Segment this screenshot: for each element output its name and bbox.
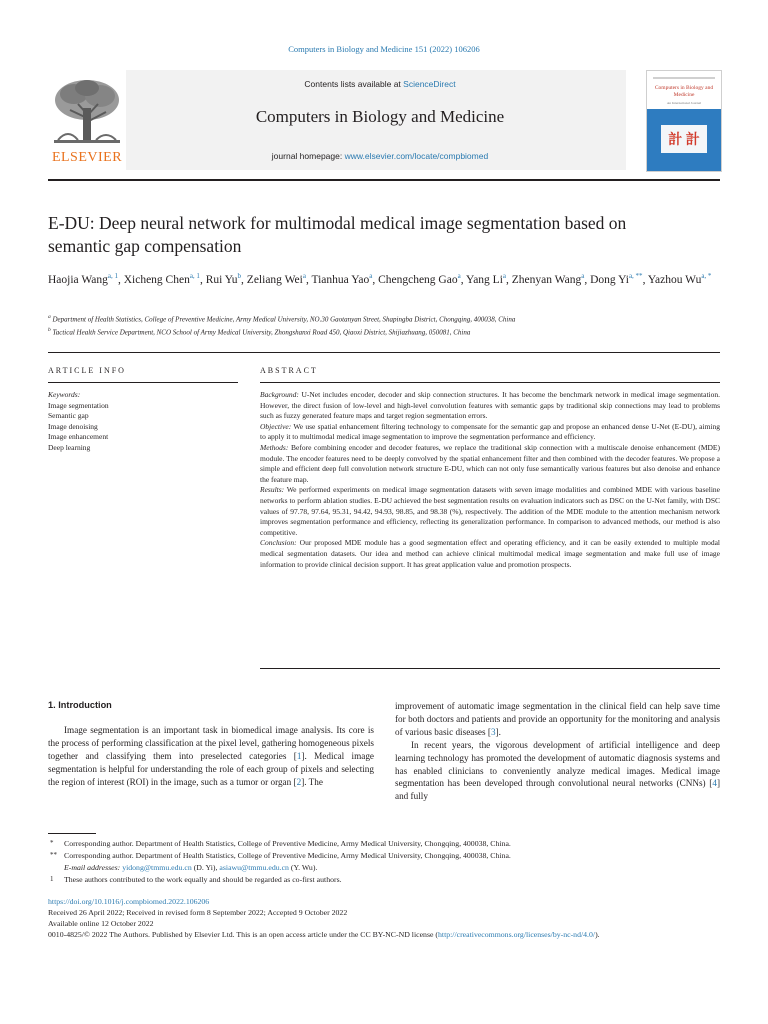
author-name[interactable]: Haojia Wang [48,273,108,286]
paragraph-text: improvement of automatic image segmentation in the clinical field can help save time for both doctors and patients and provide an opportunity for the monitoring and analysis of various basic diseases [ [395,701,720,737]
body-column-right [395,700,720,803]
homepage-link[interactable]: www.elsevier.com/locate/compbiomed [344,151,489,161]
license-statement [48,929,720,940]
abstract-section-label: Methods: [260,442,289,452]
affiliation [48,325,720,338]
keyword: Semantic gap [48,411,89,421]
article-title: E-DU: Deep neural network for multimodal medical image segmentation based on semantic gap compensation [48,213,627,256]
author-name[interactable]: Tianhua Yao [311,273,370,286]
abstract-section [260,485,720,538]
article-info-rule [48,382,238,383]
header-rule [48,179,720,181]
body-column-left [48,724,374,789]
email-link[interactable]: yidong@tmmu.edu.cn [122,863,192,872]
info-divider [48,352,720,353]
citation-ref-link[interactable]: 4 [712,778,717,789]
citation-ref-link[interactable]: 2 [296,776,302,787]
license-link[interactable]: http://creativecommons.org/licenses/by-nc-nd/4.0/ [438,930,596,939]
author[interactable] [311,274,372,286]
abstract-section-label: Objective: [260,421,292,431]
available-online: Available online 12 October 2022 [48,919,154,928]
email-owner: (D. Yi), [191,863,220,872]
email-owner: (Y. Wu). [288,863,318,872]
cover-subtitle: An International Journal [666,101,702,105]
author[interactable] [48,274,118,286]
affiliation-mark: a [48,314,51,320]
intro-paragraph-2 [395,739,720,804]
paragraph-text: ]. Medical image segmentation is helpful for understanding the role of each group of pixels and selecting the region of interest (ROI) in the image, such as a tumor or organ [ [48,750,374,787]
license-suffix: ). [595,930,600,939]
paragraph-text: In recent years, the vigorous development of artificial intelligence and deep learning technology has promoted the development of automatic diagnosis systems and has enabled clinicians to conveniently analyze medical images. Medical image segmentation has been developed through convolutional neural networks (CNNs) [ [395,739,720,789]
abstract-section-label: Background: [260,390,299,399]
abstract-text [260,390,720,570]
footnote [48,874,720,886]
abstract-rule [260,382,720,383]
keyword: Image enhancement [48,432,109,442]
affiliation-text: Department of Health Statistics, College of Preventive Medicine, Army Medical University, NO.30 Gaotanyan Street, Shapingba District, Chongqing, 400038, China [52,315,516,324]
author-affiliation-mark[interactable]: a [581,272,585,280]
article-info-heading: ARTICLE INFO [48,366,126,375]
author-name[interactable]: Yang Li [466,273,503,286]
citation-ref-link[interactable]: 1 [296,750,302,761]
elsevier-logo[interactable] [48,70,126,170]
author[interactable] [466,274,506,286]
received-dates: Received 26 April 2022; Received in revised form 8 September 2022; Accepted 9 October 2022 [48,908,348,917]
author-affiliation-mark[interactable]: a, ** [628,272,643,280]
introduction-heading: 1. Introduction [48,700,112,710]
license-prefix: 0010-4825/© 2022 The Authors. Published by Elsevier Ltd. This is an open access article under the CC BY-NC-ND license ( [48,930,438,939]
footnote-rule [48,833,96,834]
author-name[interactable]: Dong Yi [590,273,629,286]
keyword: Image segmentation [48,400,109,410]
affiliation-text: Tactical Health Service Department, NCO School of Army Medical University, Zhongshanxi Road 450, Qiaoxi District, Shijiazhuang, 050081, China [52,328,471,337]
contents-availability [160,79,600,89]
affiliation-mark: b [48,327,51,334]
affiliation [48,312,720,325]
keyword-list [48,401,238,454]
journal-homepage [160,151,600,161]
abstract-section [260,443,720,485]
citation-ref-link[interactable]: 3 [490,726,496,737]
abstract-section-label: Conclusion: [260,538,297,548]
abstract-section [260,538,720,570]
footnote [48,862,720,874]
email-link[interactable]: asiawu@tmmu.edu.cn [219,863,289,872]
footnote-mark: 1 [50,875,54,883]
author-name[interactable]: Yazhou Wu [647,273,702,286]
keyword: Deep learning [48,442,91,452]
doi-link[interactable]: https://doi.org/10.1016/j.compbiomed.2022.106206 [48,897,210,906]
footnote-text: Corresponding author. Department of Health Statistics, College of Preventive Medicine, Army Medical University, Chongqing, 400038, China. [64,851,511,860]
author-affiliation-mark[interactable]: a [457,272,461,280]
abstract-section-text: We performed experiments on medical image segmentation datasets with seven image modalities and combined MDE with various baseline networks to perform ablation studies. E-DU achieved the best segmentation results on evaluation indicators such as DSC on the U-Net family, with DSC values of 97.78, 97.64, 95.31, 94.42, 94.93, 98.85, and 98.38 (%), respectively. The addition of the MDE module to the attention mechanism network improves segmentation performance and efficiency, reflecting its generalization performance. In comparison to advanced methods, our method is also competitive. [260,485,720,537]
email-label: E-mail addresses: [64,863,121,872]
abstract-heading: ABSTRACT [260,366,318,375]
abstract-section [260,390,720,422]
cover-image-area [647,109,721,171]
author[interactable] [247,274,306,286]
abstract-section-label: Results: [260,485,285,495]
homepage-prefix: journal homepage: [271,151,345,161]
keywords-label: Keywords: [48,390,81,399]
keyword: Image denoising [48,421,98,431]
paragraph-text: ]. [495,726,501,737]
intro-paragraph-1-cont [395,700,720,739]
abstract-section [260,422,720,443]
abstract-section-text: U-Net includes encoder, decoder and skip connection structures. It has become the benchmark network in medical image segmentation. However, the direct fusion of low-level and high-level convolution features with semantic gaps by traditional skip connections may lead to problems such as fuzzy generated feature maps and target region segmentation errors. [260,390,720,421]
paragraph-text: ]. The [301,776,323,787]
author[interactable] [206,274,241,286]
author-affiliation-mark[interactable]: a [302,272,306,280]
footnote-mark: * [50,839,54,847]
author-affiliation-mark[interactable]: a, 1 [189,272,200,280]
journal-name: Computers in Biology and Medicine [255,107,505,126]
abstract-section-text: Our proposed MDE module has a good segmentation effect and operating efficiency, and it can be easily extended to multiple modal medical segmentation datasets. Our idea and method can achieve clinical multimodal medical image segmentation and make full use of image information to provide clinical decision support. It has great application value and promotion prospects. [260,538,720,569]
cover-logo-icon: 計 計 [668,133,700,148]
author-affiliation-mark[interactable]: a [502,272,507,280]
author-affiliation-mark[interactable]: b [237,272,242,280]
cover-top-rule [653,77,715,79]
footnote [48,850,720,862]
abstract-section-text: We use spatial enhancement filtering technology to compensate for the semantic gap and propose an enhanced dense U-Net (E-DU), aiming to apply it to multimodal medical image segmentation to improve the segmentation performance and efficiency. [260,421,720,442]
author-name[interactable]: Xicheng Chen [123,273,190,286]
author-list: Haojia Wang$^{a, 1}$, Xicheng Chen$^{a, 1}$, Rui Yu$^b$, Zeliang Wei$^a$, Tianhua Yao$^a$, Chengcheng Gao$^a$, Yang Li$^a$, Zhenyan Wang$^a$, Dong Yi$^{a, **}$, Yazhou Wu$^{a, *}$ [48,272,712,286]
author-name[interactable]: Rui Yu [205,273,238,286]
author-name[interactable]: Zhenyan Wang [511,273,582,286]
contents-prefix: Contents lists available at [304,79,404,89]
intro-paragraph-1 [48,724,374,789]
author[interactable] [590,274,642,286]
author[interactable] [124,274,200,286]
author-name[interactable]: Chengcheng Gao [378,273,458,286]
abstract-section-text: Before combining encoder and decoder features, we replace the traditional skip connection with a multiscale denoise enhancement (MDE) module. The encoder features need to be deeply convolved by the spatial enhancement filter and then combined with the decoder features. We propose a simple and efficient deep full convolution network structure E-DU, which can not only fuse semantically various features but also denoise and enhance the feature map. [260,442,720,484]
sciencedirect-link[interactable]: ScienceDirect [403,79,456,89]
author[interactable] [648,274,712,286]
paragraph-text: Image segmentation is an important task in biomedical image analysis. Its core is the process of performing classification at the pixel level, gathering homogeneous pixels together and classifying them into preselected categories [ [48,725,374,761]
paragraph-text: ] and fully [395,778,720,802]
affiliations [48,312,720,339]
footnote-text: These authors contributed to the work equally and should be regarded as co-first authors. [64,875,342,884]
journal-cover-thumbnail[interactable] [646,70,722,172]
cover-title: Computers in Biology and Medicine [654,85,714,98]
author[interactable] [378,274,461,286]
publication-info [48,896,720,940]
keywords-block [48,390,238,454]
author-affiliation-mark[interactable]: a [369,272,373,280]
footnote [48,838,720,850]
journal-citation-link[interactable]: Computers in Biology and Medicine 151 (2022) 106206 [288,44,480,54]
footnote-text: Corresponding author. Department of Health Statistics, College of Preventive Medicine, Army Medical University, Chongqing, 400038, China. [64,839,511,848]
footnotes [48,838,720,886]
abstract-bottom-rule [260,668,720,669]
author-name[interactable]: Zeliang Wei [246,273,303,286]
author-affiliation-mark[interactable]: a, * [701,272,712,280]
elsevier-wordmark: ELSEVIER [51,150,123,165]
author[interactable] [512,274,585,286]
footnote-mark: ** [50,851,57,859]
author-affiliation-mark[interactable]: a, 1 [107,272,118,280]
